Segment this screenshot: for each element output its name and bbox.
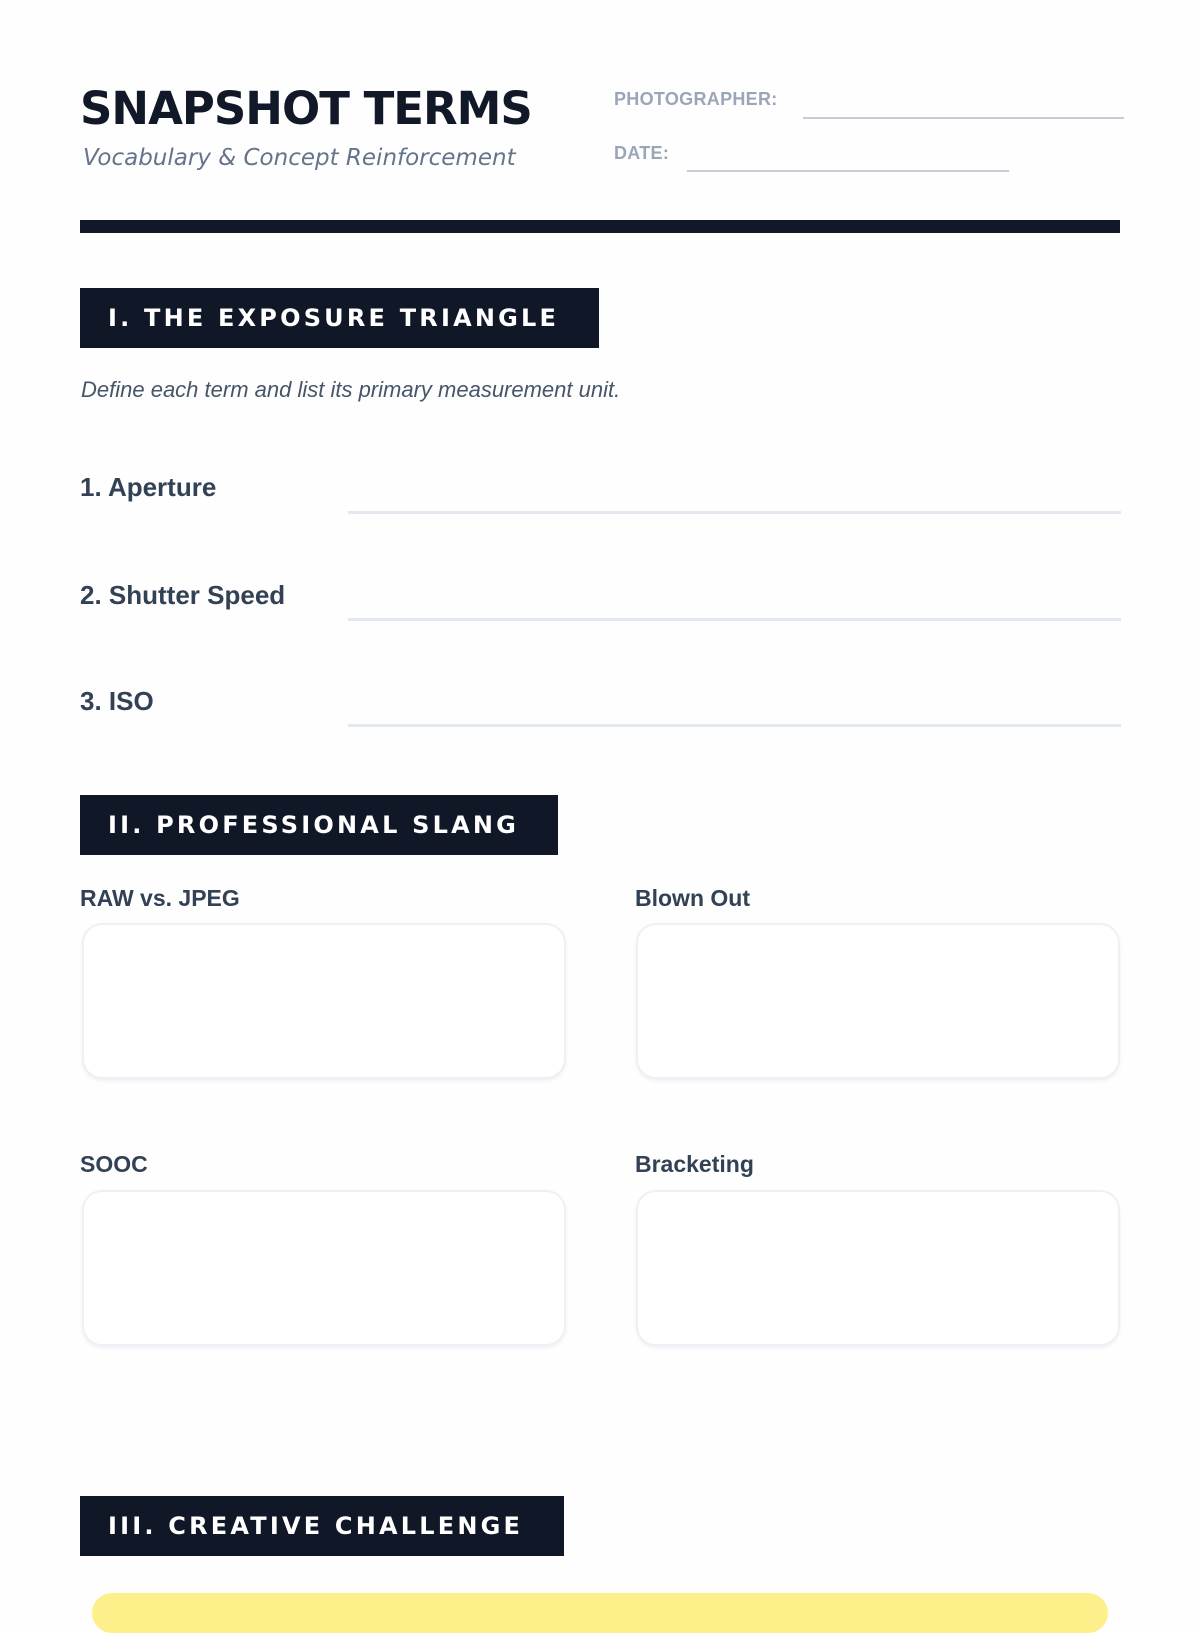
page-subtitle: Vocabulary & Concept Reinforcement	[83, 145, 516, 171]
answer-box-blown-out[interactable]	[636, 923, 1120, 1079]
photographer-field[interactable]	[803, 117, 1124, 119]
header-divider	[80, 220, 1120, 233]
date-label: DATE:	[614, 143, 670, 163]
section-instruction: Define each term and list its primary measurement unit.	[81, 377, 621, 402]
section-heading-exposure-triangle: I. THE EXPOSURE TRIANGLE	[80, 288, 599, 348]
date-field[interactable]	[687, 170, 1009, 172]
term-label-aperture: 1. Aperture	[80, 472, 217, 502]
term-label-shutter-speed: 2. Shutter Speed	[80, 580, 286, 610]
answer-line-shutter-speed[interactable]	[348, 618, 1121, 621]
answer-line-aperture[interactable]	[348, 511, 1121, 514]
box-label-raw-vs-jpeg: RAW vs. JPEG	[80, 885, 240, 911]
photographer-label: PHOTOGRAPHER:	[614, 89, 778, 109]
answer-box-bracketing[interactable]	[636, 1190, 1120, 1346]
answer-line-iso[interactable]	[348, 724, 1121, 727]
box-label-blown-out: Blown Out	[635, 885, 750, 911]
box-label-sooc: SOOC	[80, 1151, 148, 1177]
box-label-bracketing: Bracketing	[635, 1151, 754, 1177]
answer-box-raw-vs-jpeg[interactable]	[82, 923, 566, 1079]
section-heading-creative-challenge: III. CREATIVE CHALLENGE	[80, 1496, 564, 1556]
term-label-iso: 3. ISO	[80, 686, 154, 716]
answer-box-sooc[interactable]	[82, 1190, 566, 1346]
section-heading-professional-slang: II. PROFESSIONAL SLANG	[80, 795, 558, 855]
page-title: SNAPSHOT TERMS	[80, 82, 532, 135]
creative-challenge-box	[92, 1593, 1108, 1633]
